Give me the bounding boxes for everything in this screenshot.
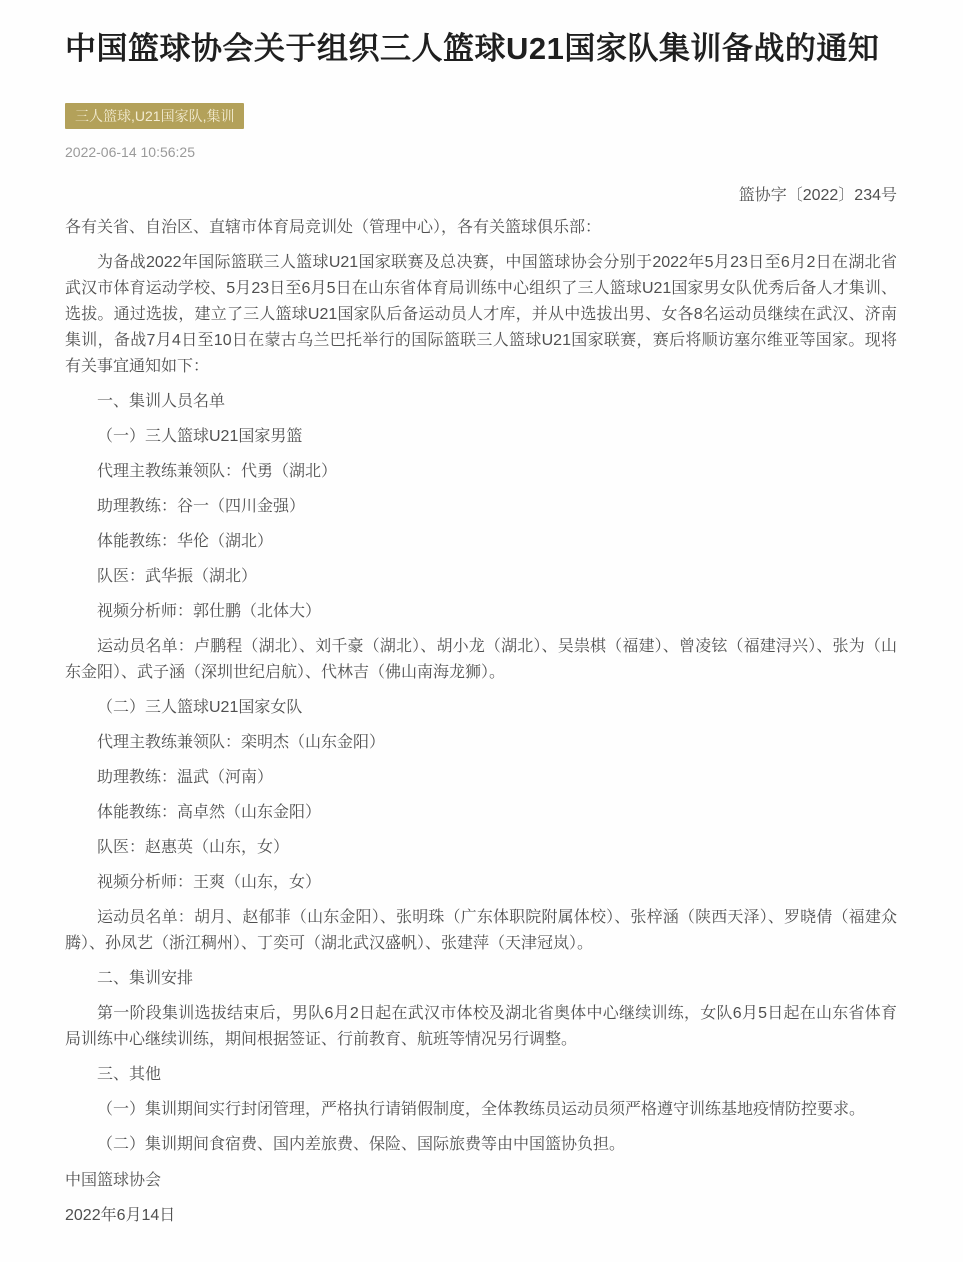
women-staff-fitness-coach: 体能教练：高卓然（山东金阳） <box>97 803 322 821</box>
signature-organization: 中国篮球协会 <box>65 1171 162 1189</box>
women-staff-head-coach: 代理主教练兼领队：栾明杰（山东金阳） <box>97 733 386 751</box>
section3-item2: （二）集训期间食宿费、国内差旅费、保险、国际旅费等由中国篮协负担。 <box>97 1135 626 1153</box>
document-number: 篮协字〔2022〕234号 <box>738 186 897 204</box>
section3-item1: （一）集训期间实行封闭管理，严格执行请销假制度，全体教练员运动员须严格遵守训练基地疫情防控要求。 <box>97 1100 866 1118</box>
men-staff-team-doctor: 队医：武华振（湖北） <box>97 567 258 585</box>
women-staff-video-analyst: 视频分析师：王爽（山东，女） <box>97 873 322 891</box>
section1-heading: 一、集训人员名单 <box>97 392 226 410</box>
women-athletes-list: 运动员名单：胡月、赵郁菲（山东金阳）、张明珠（广东体职院附属体校）、张梓涵（陕西天泽）、罗晓倩（福建众腾）、孙凤艺（浙江稠州）、丁奕可（湖北武汉盛帆）、张建萍（天津冠岚）。 <box>65 908 897 952</box>
men-athletes-list: 运动员名单：卢鹏程（湖北）、刘千豪（湖北）、胡小龙（湖北）、吴祟棋（福建）、曾凌铉（福建浔兴）、张为（山东金阳）、武子涵（深圳世纪启航）、代林吉（佛山南海龙狮）。 <box>65 637 897 681</box>
men-team-heading: （一）三人篮球U21国家男篮 <box>97 427 303 445</box>
section2-paragraph: 第一阶段集训选拔结束后，男队6月2日起在武汉市体校及湖北省奥体中心继续训练，女队6月5日起在山东省体育局训练中心继续训练，期间根据签证、行前教育、航班等情况另行调整。 <box>65 1004 897 1048</box>
intro-paragraph: 为备战2022年国际篮联三人篮球U21国家联赛及总决赛，中国篮球协会分别于2022年5月23日至6月2日在湖北省武汉市体育运动学校、5月23日至6月5日在山东省体育局训练中心组织了三人篮球U21国家男女队优秀后备人才集训、选拔。通过选拔，建立了三人篮球U21国家队后备运动员人才库，并从中选拔出男、女各8名运动员继续在武汉、济南集训，备战7月4日至10日在蒙古乌兰巴托举行的国际篮联三人篮球U21国家联赛，赛后将顺访塞尔维亚等国家。现将有关事宜通知如下： <box>65 253 897 375</box>
men-staff-assistant-coach: 助理教练：谷一（四川金强） <box>97 497 306 515</box>
men-staff-head-coach: 代理主教练兼领队：代勇（湖北） <box>97 462 338 480</box>
section2-heading: 二、集训安排 <box>97 969 194 987</box>
women-team-heading: （二）三人篮球U21国家女队 <box>97 698 303 716</box>
signature-block <box>65 1168 897 1229</box>
women-staff-team-doctor: 队医：赵惠英（山东，女） <box>97 838 290 856</box>
signature-date: 2022年6月14日 <box>65 1206 176 1224</box>
men-staff-fitness-coach: 体能教练：华伦（湖北） <box>97 532 274 550</box>
tags-badge[interactable]: 三人篮球,U21国家队,集训 <box>65 103 244 129</box>
tag-row <box>65 103 897 129</box>
page-title: 中国篮球协会关于组织三人篮球U21国家队集训备战的通知 <box>65 31 880 66</box>
men-staff-video-analyst: 视频分析师：郭仕鹏（北体大） <box>97 602 322 620</box>
notice-body <box>65 215 897 1229</box>
greeting-line: 各有关省、自治区、直辖市体育局竞训处（管理中心），各有关篮球俱乐部： <box>65 218 602 236</box>
women-staff-assistant-coach: 助理教练：温武（河南） <box>97 768 274 786</box>
section3-heading: 三、其他 <box>97 1065 162 1083</box>
publish-timestamp: 2022-06-14 10:56:25 <box>65 143 195 160</box>
